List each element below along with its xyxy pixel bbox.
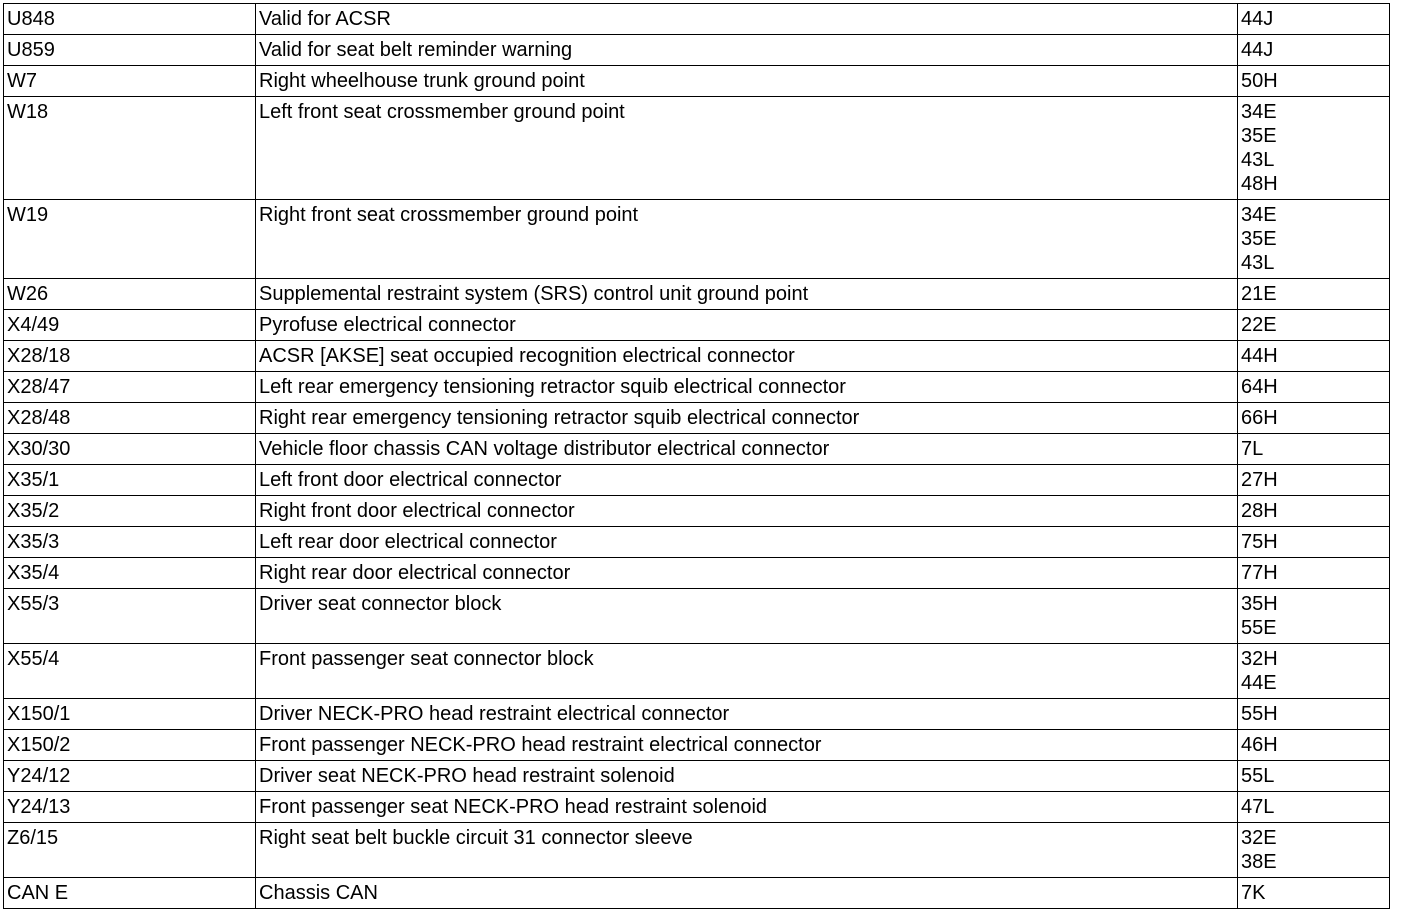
grid-location-cell bbox=[1238, 730, 1390, 761]
component-code-cell: U859 bbox=[4, 35, 256, 66]
component-description-cell: Left rear emergency tensioning retractor squib electrical connector bbox=[256, 372, 1238, 403]
grid-location-cell bbox=[1238, 496, 1390, 527]
component-code-cell: X30/30 bbox=[4, 434, 256, 465]
grid-location-cell bbox=[1238, 558, 1390, 589]
component-code-cell: W7 bbox=[4, 66, 256, 97]
component-description-cell: Right seat belt buckle circuit 31 connector sleeve bbox=[256, 823, 1238, 878]
component-description-cell: Right rear emergency tensioning retractor squib electrical connector bbox=[256, 403, 1238, 434]
component-description-cell: Vehicle floor chassis CAN voltage distributor electrical connector bbox=[256, 434, 1238, 465]
grid-location: 22E bbox=[1241, 314, 1277, 336]
grid-location-cell bbox=[1238, 589, 1390, 644]
grid-location: 35E bbox=[1241, 125, 1277, 147]
grid-location: 44E bbox=[1241, 672, 1277, 694]
component-description-cell: Pyrofuse electrical connector bbox=[256, 310, 1238, 341]
grid-location-cell bbox=[1238, 279, 1390, 310]
grid-location: 44H bbox=[1241, 345, 1278, 367]
component-description-cell: Driver NECK-PRO head restraint electrical connector bbox=[256, 699, 1238, 730]
grid-location: 27H bbox=[1241, 469, 1278, 491]
table-row bbox=[4, 823, 1390, 878]
table-row bbox=[4, 730, 1390, 761]
component-code-cell: X150/2 bbox=[4, 730, 256, 761]
grid-location: 34E bbox=[1241, 204, 1277, 226]
grid-location: 46H bbox=[1241, 734, 1278, 756]
grid-location-cell bbox=[1238, 341, 1390, 372]
table-row bbox=[4, 35, 1390, 66]
table-row bbox=[4, 644, 1390, 699]
component-description-cell: Driver seat connector block bbox=[256, 589, 1238, 644]
grid-location: 7K bbox=[1241, 882, 1266, 904]
grid-location: 64H bbox=[1241, 376, 1278, 398]
grid-location-cell bbox=[1238, 644, 1390, 699]
component-description-cell: Valid for ACSR bbox=[256, 4, 1238, 35]
table-row bbox=[4, 589, 1390, 644]
grid-location: 55H bbox=[1241, 703, 1278, 725]
grid-location-cell bbox=[1238, 792, 1390, 823]
grid-location-cell bbox=[1238, 66, 1390, 97]
grid-location: 35E bbox=[1241, 228, 1277, 250]
component-code-cell: W26 bbox=[4, 279, 256, 310]
grid-location: 35H bbox=[1241, 593, 1278, 615]
grid-location: 50H bbox=[1241, 70, 1278, 92]
component-description-cell: Front passenger seat connector block bbox=[256, 644, 1238, 699]
table-row bbox=[4, 496, 1390, 527]
table-row bbox=[4, 66, 1390, 97]
grid-location-cell bbox=[1238, 97, 1390, 200]
component-code-cell: Z6/15 bbox=[4, 823, 256, 878]
component-description-cell: Right front seat crossmember ground point bbox=[256, 200, 1238, 279]
component-code-cell: X35/2 bbox=[4, 496, 256, 527]
grid-location: 55L bbox=[1241, 765, 1275, 787]
grid-location-cell bbox=[1238, 372, 1390, 403]
legend-table-body bbox=[4, 4, 1390, 909]
component-description-cell: Driver seat NECK-PRO head restraint solenoid bbox=[256, 761, 1238, 792]
grid-location-cell bbox=[1238, 699, 1390, 730]
table-row bbox=[4, 878, 1390, 909]
grid-location-cell bbox=[1238, 761, 1390, 792]
component-description-cell: Valid for seat belt reminder warning bbox=[256, 35, 1238, 66]
grid-location: 32E bbox=[1241, 827, 1277, 849]
component-description-cell: Right rear door electrical connector bbox=[256, 558, 1238, 589]
table-row bbox=[4, 558, 1390, 589]
table-row bbox=[4, 434, 1390, 465]
component-code-cell: U848 bbox=[4, 4, 256, 35]
component-description-cell: Front passenger NECK-PRO head restraint electrical connector bbox=[256, 730, 1238, 761]
component-code-cell: X28/18 bbox=[4, 341, 256, 372]
component-description-cell: Right front door electrical connector bbox=[256, 496, 1238, 527]
component-code-cell: X28/48 bbox=[4, 403, 256, 434]
component-code-cell: X28/47 bbox=[4, 372, 256, 403]
component-description-cell: Left front seat crossmember ground point bbox=[256, 97, 1238, 200]
grid-location: 43L bbox=[1241, 149, 1275, 171]
table-row bbox=[4, 527, 1390, 558]
component-code-cell: X35/1 bbox=[4, 465, 256, 496]
grid-location: 38E bbox=[1241, 851, 1277, 873]
table-row bbox=[4, 279, 1390, 310]
grid-location: 55E bbox=[1241, 617, 1277, 639]
grid-location: 34E bbox=[1241, 101, 1277, 123]
grid-location: 66H bbox=[1241, 407, 1278, 429]
table-row bbox=[4, 792, 1390, 823]
component-description-cell: Left rear door electrical connector bbox=[256, 527, 1238, 558]
table-row bbox=[4, 465, 1390, 496]
table-row bbox=[4, 97, 1390, 200]
component-description-cell: Front passenger seat NECK-PRO head restraint solenoid bbox=[256, 792, 1238, 823]
table-row bbox=[4, 341, 1390, 372]
table-row bbox=[4, 403, 1390, 434]
component-code-cell: Y24/13 bbox=[4, 792, 256, 823]
component-code-cell: X55/3 bbox=[4, 589, 256, 644]
grid-location: 28H bbox=[1241, 500, 1278, 522]
table-row bbox=[4, 699, 1390, 730]
component-code-cell: CAN E bbox=[4, 878, 256, 909]
table-row bbox=[4, 761, 1390, 792]
table-row bbox=[4, 4, 1390, 35]
component-code-cell: X35/4 bbox=[4, 558, 256, 589]
component-code-cell: Y24/12 bbox=[4, 761, 256, 792]
grid-location: 48H bbox=[1241, 173, 1278, 195]
grid-location: 43L bbox=[1241, 252, 1275, 274]
grid-location: 44J bbox=[1241, 39, 1274, 61]
table-row bbox=[4, 310, 1390, 341]
grid-location-cell bbox=[1238, 200, 1390, 279]
grid-location: 44J bbox=[1241, 8, 1274, 30]
grid-location-cell bbox=[1238, 403, 1390, 434]
grid-location: 77H bbox=[1241, 562, 1278, 584]
table-row bbox=[4, 372, 1390, 403]
grid-location: 75H bbox=[1241, 531, 1278, 553]
component-code-cell: W19 bbox=[4, 200, 256, 279]
grid-location: 7L bbox=[1241, 438, 1264, 460]
component-code-cell: X150/1 bbox=[4, 699, 256, 730]
grid-location: 32H bbox=[1241, 648, 1278, 670]
component-description-cell: ACSR [AKSE] seat occupied recognition electrical connector bbox=[256, 341, 1238, 372]
component-code-cell: X4/49 bbox=[4, 310, 256, 341]
component-description-cell: Right wheelhouse trunk ground point bbox=[256, 66, 1238, 97]
grid-location-cell bbox=[1238, 527, 1390, 558]
grid-location: 47L bbox=[1241, 796, 1275, 818]
grid-location-cell bbox=[1238, 434, 1390, 465]
grid-location: 21E bbox=[1241, 283, 1277, 305]
component-legend-table bbox=[3, 3, 1390, 909]
grid-location-cell bbox=[1238, 35, 1390, 66]
grid-location-cell bbox=[1238, 823, 1390, 878]
component-code-cell: X55/4 bbox=[4, 644, 256, 699]
grid-location-cell bbox=[1238, 310, 1390, 341]
component-code-cell: X35/3 bbox=[4, 527, 256, 558]
table-row bbox=[4, 200, 1390, 279]
component-description-cell: Chassis CAN bbox=[256, 878, 1238, 909]
grid-location-cell bbox=[1238, 4, 1390, 35]
grid-location-cell bbox=[1238, 465, 1390, 496]
component-code-cell: W18 bbox=[4, 97, 256, 200]
grid-location-cell bbox=[1238, 878, 1390, 909]
component-description-cell: Supplemental restraint system (SRS) control unit ground point bbox=[256, 279, 1238, 310]
component-description-cell: Left front door electrical connector bbox=[256, 465, 1238, 496]
